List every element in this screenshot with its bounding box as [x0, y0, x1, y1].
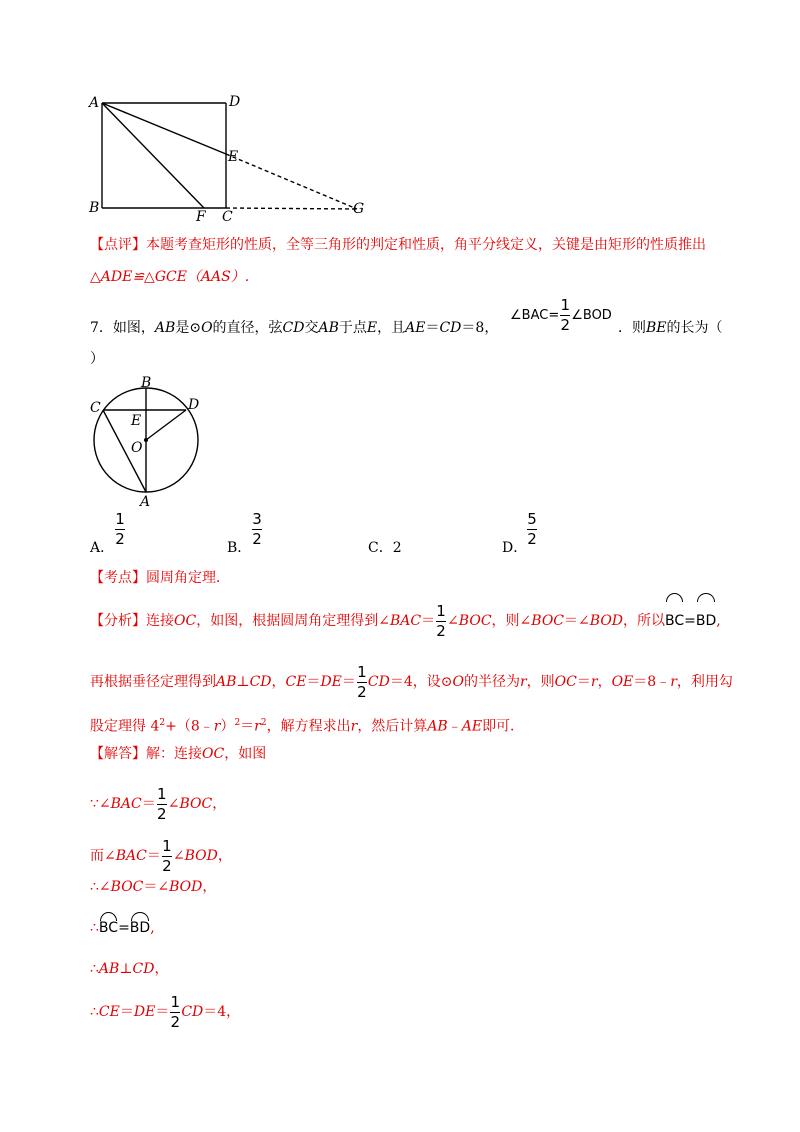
t: ∠ [167, 796, 180, 812]
v: OC [202, 746, 225, 762]
t: ＝∠ [143, 879, 170, 895]
q7-text: 是⊙ [175, 320, 202, 336]
label-B: B [89, 200, 100, 216]
label-A: A [89, 95, 100, 111]
v: CD [132, 961, 155, 977]
t: 即可． [482, 718, 525, 735]
frac-den: 2 [436, 621, 446, 640]
frac-den: 2 [252, 530, 262, 548]
review-text: 本题考查矩形的性质，全等三角形的判定和性质，角平分线定义，关键是由矩形的性质推出 [146, 237, 706, 253]
q7-close-paren: ） [90, 351, 104, 367]
sup: 2 [159, 718, 166, 728]
jieda-step-6 [90, 990, 240, 1034]
frac-num: 1 [436, 601, 446, 620]
t: ＝ [146, 848, 161, 864]
fraction-half [436, 601, 446, 640]
t: 的半径为 [463, 674, 520, 690]
t: ， [202, 879, 217, 895]
v: DE [133, 1004, 156, 1020]
t: , [150, 920, 155, 936]
fenxi-line-1 [90, 599, 721, 643]
t: ，则∠ [491, 613, 532, 629]
label-D: D [188, 397, 200, 413]
frac-den: 2 [156, 804, 167, 823]
t: ＝ [306, 674, 321, 690]
arc-bc: BC [98, 920, 119, 936]
fraction-half [162, 836, 172, 875]
t: 连接 [146, 613, 174, 629]
t: ＝ [155, 1004, 170, 1020]
v: BOC [179, 796, 213, 812]
t: ， [217, 848, 232, 864]
option-fraction [527, 512, 537, 547]
label-C: C [222, 209, 233, 225]
v: O [452, 674, 464, 690]
option-letter: A． [90, 540, 115, 556]
t: = [118, 920, 130, 936]
q7-text: ＝8， [461, 320, 499, 336]
v: CD [249, 674, 272, 690]
fraction-half [357, 662, 367, 701]
arc-bc: BC [665, 599, 684, 643]
arc-bd: BD [696, 599, 716, 643]
v: BAC [115, 848, 147, 864]
v: r [254, 718, 261, 735]
t: ⊥ [119, 961, 133, 977]
center-dot [144, 438, 148, 442]
v: AB [427, 718, 448, 735]
q7-text: ．则 [618, 320, 646, 336]
t: ，然后计算 [357, 718, 428, 735]
frac-den: 2 [527, 530, 537, 548]
q7-var: E [366, 320, 378, 336]
label-C: C [90, 400, 101, 416]
q7-text: 如图， [112, 320, 155, 336]
t: ＝ [119, 1004, 134, 1020]
arc-bd: BD [129, 920, 151, 936]
v: CE [98, 1004, 120, 1020]
frac-num: 1 [156, 784, 167, 803]
t: ， [271, 674, 286, 690]
v: r [670, 674, 677, 690]
t: ， [597, 674, 612, 690]
t: +（8﹣ [165, 718, 214, 735]
jieda-step-2 [90, 834, 232, 878]
option-fraction [252, 512, 262, 547]
fraction-half [156, 784, 167, 823]
option-letter: C． [368, 540, 393, 556]
t: ＝4，设⊙ [389, 674, 453, 690]
q7-var: CD [282, 320, 305, 336]
seg-AE [102, 103, 226, 154]
v: BOC [531, 613, 565, 629]
option-letter: D． [502, 540, 528, 556]
t: ＝8﹣ [633, 674, 671, 690]
v: OC [554, 674, 577, 690]
label-B: B [141, 375, 152, 391]
label-E: E [131, 413, 142, 429]
q7-text: 于点 [338, 320, 367, 336]
q7-text: 交 [304, 320, 319, 336]
t: ∴ [90, 961, 99, 977]
sup: 2 [260, 718, 267, 728]
t: ，则 [526, 674, 555, 690]
jieda-step-5 [90, 959, 168, 979]
t: ＝4， [203, 1004, 241, 1020]
v: BOC [458, 613, 492, 629]
t: ⊥ [236, 674, 250, 690]
review-line-1 [90, 235, 706, 255]
q7-var: AE [405, 320, 426, 336]
v: DE [320, 674, 342, 690]
q7-var: AB [318, 320, 339, 336]
t: ＝ [240, 718, 255, 735]
jieda-step-4 [90, 918, 155, 938]
jieda-step-1 [90, 782, 226, 826]
q7-angle-condition [510, 298, 612, 333]
frac-num: 5 [527, 510, 537, 528]
t: ∴∠ [90, 879, 111, 895]
label-E: E [228, 149, 239, 165]
t: ， [154, 961, 169, 977]
v: CD [181, 1004, 204, 1020]
t: ＝ [421, 613, 436, 629]
review-line-2: △ADE≌△GCE（AAS）. [90, 269, 250, 285]
frac-num: 1 [357, 662, 367, 681]
kaodian [90, 568, 230, 588]
t: ＝ [576, 674, 591, 690]
v: OE [611, 674, 634, 690]
t: ∵∠ [90, 796, 111, 812]
option-fraction [115, 512, 125, 547]
label-D: D [229, 94, 241, 110]
frac-num: 1 [162, 836, 172, 855]
frac-den: 2 [170, 1012, 181, 1031]
option-letter: B． [227, 540, 252, 556]
fraction-half [560, 298, 570, 333]
q7-number: 7． [90, 320, 113, 336]
v: BOD [184, 848, 218, 864]
q7-stem [90, 318, 498, 338]
v: r [350, 718, 358, 735]
jieda-step-3 [90, 877, 216, 897]
v: BAC [389, 613, 422, 629]
t: 股定理得 4 [90, 718, 160, 735]
v: BOD [589, 613, 624, 629]
v: BOD [169, 879, 203, 895]
angle-rhs: ∠BOD [571, 308, 612, 323]
jieda-tag: 【解答】 [90, 746, 146, 762]
t: ，所以 [623, 613, 666, 629]
seg-OD [146, 410, 186, 440]
option-value: 2 [392, 540, 402, 556]
fenxi-line-2 [90, 660, 733, 704]
t: ∴ [90, 920, 99, 936]
label-G: G [353, 201, 365, 217]
t: ， [212, 796, 227, 812]
fenxi-tag: 【分析】 [90, 613, 146, 629]
q7-var: CD [439, 320, 462, 336]
t: 再根据垂径定理得到 [90, 674, 216, 690]
t: 解：连接 [146, 746, 202, 762]
q7-stem-end [618, 318, 723, 338]
q7-text: 的直径，弦 [212, 320, 283, 336]
v: r [590, 674, 598, 690]
t: ﹣ [447, 718, 462, 735]
seg-CG [226, 208, 357, 209]
t: ＝ [341, 674, 356, 690]
v: AE [461, 718, 483, 735]
t: 而∠ [90, 848, 116, 864]
v: r [519, 674, 527, 690]
frac-den: 2 [560, 316, 570, 334]
v: CD [367, 674, 390, 690]
t: ＝∠ [564, 613, 590, 629]
review-tag: 【点评】 [90, 237, 146, 253]
q7-text: ，且 [377, 320, 406, 336]
q7-text: 的长为（ [666, 320, 723, 336]
t: = [684, 613, 696, 629]
q7-var: O [201, 320, 213, 336]
angle-lhs: ∠BAC= [510, 308, 560, 323]
v: CE [285, 674, 307, 690]
t: ，解方程求出 [266, 718, 351, 735]
frac-num: 1 [115, 510, 125, 528]
frac-den: 2 [115, 530, 125, 548]
t: ∴ [90, 1004, 99, 1020]
v: BOC [110, 879, 144, 895]
frac-den: 2 [357, 682, 367, 701]
frac-num: 3 [252, 510, 262, 528]
option-c[interactable] [368, 537, 402, 557]
t: ，如图 [224, 746, 267, 762]
kaodian-tag: 【考点】 [90, 570, 146, 586]
t: ∠ [172, 848, 185, 864]
frac-num: 1 [170, 992, 181, 1011]
circle-figure [84, 372, 214, 510]
t: ） [220, 718, 235, 735]
v: AB [216, 674, 237, 690]
v: OC [174, 613, 197, 629]
t: ，利用勾 [676, 674, 733, 690]
q7-var: AB [154, 320, 176, 336]
label-A: A [140, 494, 151, 510]
label-F: F [196, 209, 206, 225]
fraction-half [170, 992, 181, 1031]
v: AB [98, 961, 120, 977]
seg-EG [226, 154, 357, 209]
kaodian-text: 圆周角定理． [146, 570, 230, 586]
t: ＝ [141, 796, 156, 812]
rectangle-figure [85, 88, 375, 228]
v: BAC [110, 796, 142, 812]
seg-AF [102, 103, 204, 208]
jieda-intro [90, 744, 266, 764]
label-O: O [131, 440, 143, 456]
t: , [716, 613, 721, 629]
v: r [213, 718, 221, 735]
sup: 2 [234, 718, 241, 728]
q7-var: BE [646, 320, 667, 336]
t: ∠ [447, 613, 459, 629]
fenxi-line-3 [90, 713, 524, 737]
frac-den: 2 [162, 856, 172, 875]
q7-text: ＝ [425, 320, 440, 336]
frac-num: 1 [560, 296, 570, 314]
t: ，如图，根据圆周角定理得到∠ [196, 613, 390, 629]
